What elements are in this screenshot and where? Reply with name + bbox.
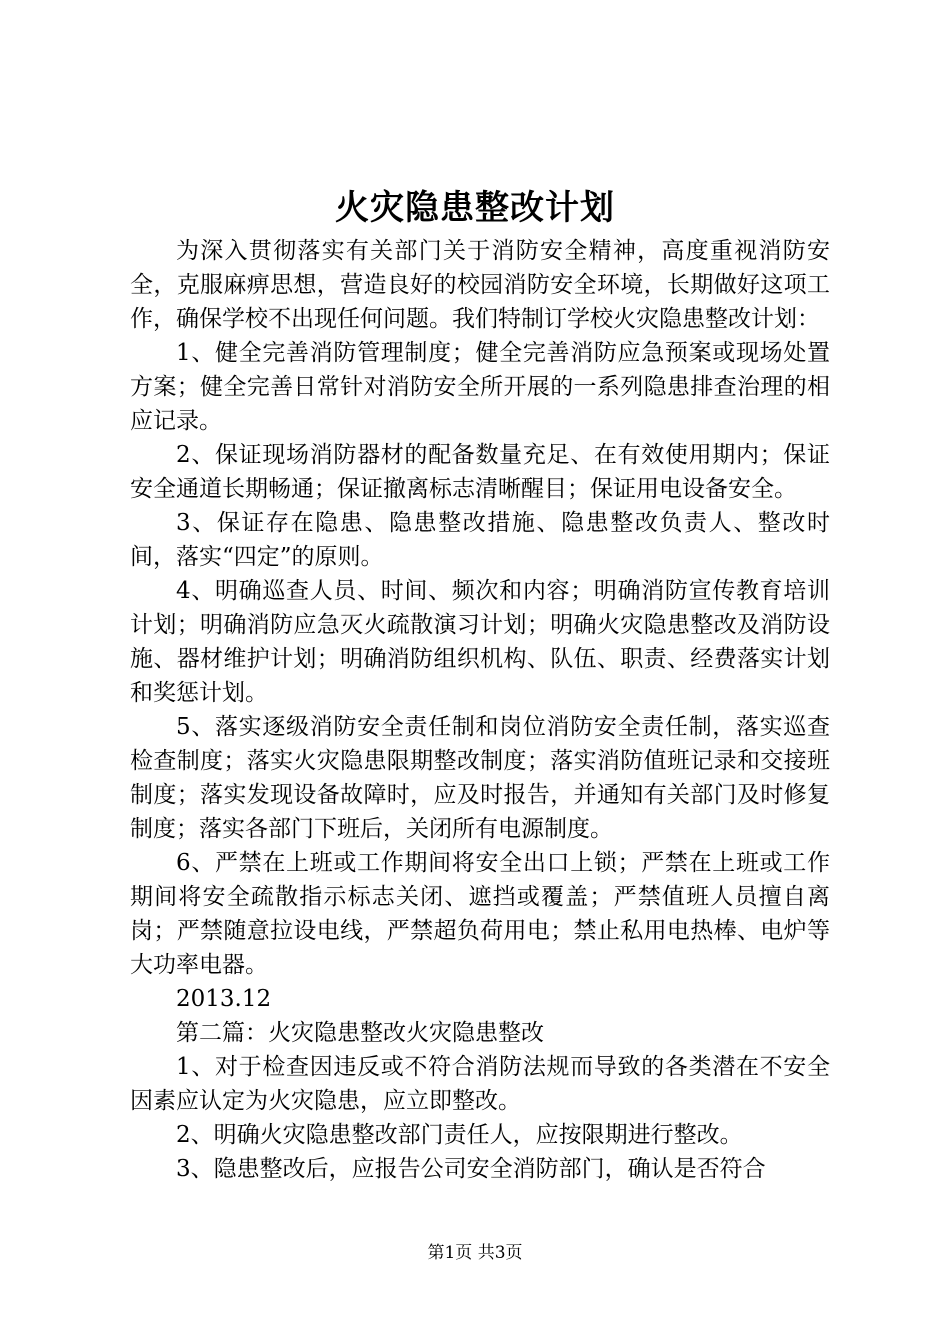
item-6-paragraph: 6、严禁在上班或工作期间将安全出口上锁；严禁在上班或工作期间将安全疏散指示标志关闭、遮挡或覆盖；严禁值班人员擅自离岗；严禁随意拉设电线，严禁超负荷用电；禁止私用电热棒、电炉等大功率电器。 xyxy=(130,850,830,978)
section-item-3: 3、隐患整改后，应报告公司安全消防部门，确认是否符合 xyxy=(176,1156,766,1182)
document-title: 火灾隐患整改计划 xyxy=(335,188,615,228)
item-4-paragraph: 4、明确巡查人员、时间、频次和内容；明确消防宣传教育培训计划；明确消防应急灭火疏散演习计划；明确火灾隐患整改及消防设施、器材维护计划；明确消防组织机构、队伍、职责、经费落实计划和奖惩计划。 xyxy=(130,578,830,706)
item-5-paragraph: 5、落实逐级消防安全责任制和岗位消防安全责任制，落实巡查检查制度；落实火灾隐患限期整改制度；落实消防值班记录和交接班制度；落实发现设备故障时，应及时报告，并通知有关部门及时修复制度；落实各部门下班后，关闭所有电源制度。 xyxy=(130,714,830,842)
page-footer: 第1页 共3页 xyxy=(427,1243,523,1263)
section-heading: 第二篇：火灾隐患整改火灾隐患整改 xyxy=(176,1020,544,1046)
intro-paragraph: 为深入贯彻落实有关部门关于消防安全精神，高度重视消防安全，克服麻痹思想，营造良好的校园消防安全环境，长期做好这项工作，确保学校不出现任何问题。我们特制订学校火灾隐患整改计划： xyxy=(130,238,830,332)
section-item-1: 1、对于检查因违反或不符合消防法规而导致的各类潜在不安全因素应认定为火灾隐患，应立即整改。 xyxy=(130,1054,830,1114)
document-body xyxy=(130,234,830,1186)
section-item-2: 2、明确火灾隐患整改部门责任人，应按限期进行整改。 xyxy=(176,1122,743,1148)
item-3-paragraph: 3、保证存在隐患、隐患整改措施、隐患整改负责人、整改时间，落实“四定”的原则。 xyxy=(130,510,830,570)
date-line: 2013.12 xyxy=(176,986,272,1012)
item-2-paragraph: 2、保证现场消防器材的配备数量充足、在有效使用期内；保证安全通道长期畅通；保证撤离标志清晰醒目；保证用电设备安全。 xyxy=(130,442,830,502)
item-1-paragraph: 1、健全完善消防管理制度；健全完善消防应急预案或现场处置方案；健全完善日常针对消防安全所开展的一系列隐患排查治理的相应记录。 xyxy=(130,340,830,434)
